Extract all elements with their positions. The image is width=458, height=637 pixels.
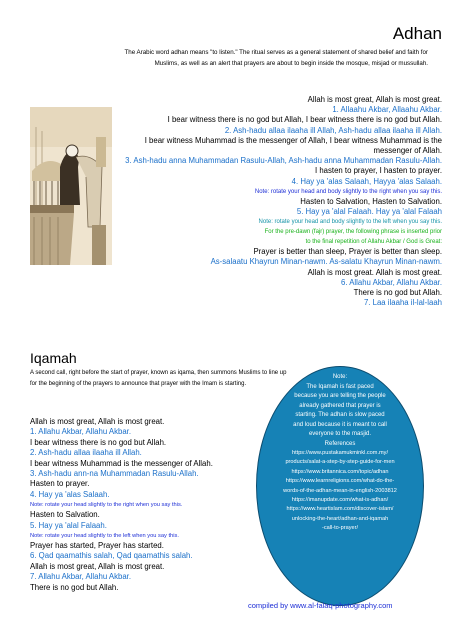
note-text [256,373,424,534]
adhan-line: I hasten to prayer, I hasten to prayer. [315,166,442,176]
adhan-line: Hasten to Salvation, Hasten to Salvation. [300,196,442,206]
reference-link[interactable]: https://www.learnreligions.com/what-do-the- [285,478,395,485]
note-line: everyone to the masjid. [308,431,372,437]
adhan-note: Note: rotate your head and body slightly to the left when you say this. [258,219,442,226]
note-line: The Iqamah is fast paced [306,383,374,390]
iqamah-line: 3. Ash-hadu ann-na Muhammadan Rasulu-Allah. [30,469,199,479]
adhan-line: There is no god but Allah. [353,288,442,298]
adhan-line: 2. Ash-hadu allaa ilaaha ill Allah, Ash-hadu allaa ilaaha ill Allah. [224,125,442,135]
note-heading: Note: [332,374,348,380]
iqamah-text [30,417,280,593]
adhan-line: 5. Hay ya 'alal Falaah. Hay ya 'alal Falaah [296,207,442,217]
adhan-note: Note: rotate your head and body slightly to the right when you say this. [254,188,442,195]
adhan-line: Allah is most great, Allah is most great. [307,95,442,104]
iqamah-title: Iqamah [30,350,77,366]
adhan-line: 3. Ash-hadu anna Muhammadan Rasulu-Allah, Ash-hadu anna Muhammadan Rasulu-Allah. [125,156,442,166]
iqamah-note: Note: rotate your head slightly to the right when you say this. [30,502,183,509]
adhan-line: Allah is most great. Allah is most great. [307,267,442,277]
iqamah-line: I bear witness Muhammad is the messenger of Allah. [30,458,213,468]
adhan-line: messenger of Allah. [373,146,442,156]
iqamah-line: Hasten to Salvation. [30,510,100,520]
reference-link[interactable]: https://imanupdate.com/what-is-adhan/ [291,497,389,504]
note-line: because you are telling the people [294,393,386,399]
iqamah-line: 2. Ash-hadu allaa ilaaha ill Allah. [30,448,142,458]
adhan-intro: The Arabic word adhan means "to listen." The ritual serves as a general statement of shared belief and faith for Muslims, as well as an alert that prayers are about to begin inside the mosque, misjad or mussullah. [124,49,428,67]
adhan-line: 4. Hay ya 'alas Salaah, Hayya 'alas Salaah. [291,176,442,186]
note-line: already gathered that prayer is [299,402,381,409]
adhan-line: I bear witness Muhammad is the messenger of Allah, I bear witness Muhammad is the [144,135,442,145]
fajr-note: For the pre-dawn (fajr) prayer, the following phrase is inserted prior [264,229,442,236]
iqamah-line: There is no god but Allah. [30,582,119,592]
reference-link[interactable]: https://www.britannica.com/topic/adhan [291,468,389,475]
iqamah-line: 6. Qad qaamathis salah, Qad qaamathis salah. [30,551,193,561]
adhan-line: I bear witness there is no god but Allah, I bear witness there is no god but Allah. [167,115,442,125]
adhan-line: 7. Laa ilaaha il-lal-laah [363,298,442,308]
iqamah-line: 7. Allahu Akbar, Allahu Akbar. [30,572,132,582]
adhan-title: Adhan [392,24,442,43]
iqamah-line: Allah is most great, Allah is most great. [30,561,165,571]
reference-link[interactable]: -call-to-prayer/ [321,525,359,532]
adhan-line: Prayer is better than sleep, Prayer is better than sleep. [253,247,442,257]
iqamah-line: Hasten to prayer. [30,479,90,489]
reference-link[interactable]: words-of-the-adhan-mean-in-english-2003812 [283,487,397,494]
iqamah-intro: A second call, right before the start of prayer, known as iqama, then summons Muslims to line up for the beginning of the prayers to announce that prayer with the Imam is starting. [30,370,287,387]
iqamah-line: 1. Allahu Akbar, Allahu Akbar. [30,427,132,437]
iqamah-line: 4. Hay ya 'alas Salaah. [30,489,110,499]
adhan-line: 1. Allaahu Akbar, Allaahu Akbar. [332,105,442,115]
note-line: starting. The adhan is slow paced [295,412,385,418]
iqamah-line: 5. Hay ya 'alal Falaah. [30,520,107,530]
reference-link[interactable]: https://www.pustakamukminkl.com.my/ [291,450,389,456]
reference-link[interactable]: products/salat-a-step-by-step-guide-for-men [285,459,395,466]
adhan-line: 6. Allahu Akbar, Allahu Akbar. [340,277,442,287]
references-heading: References [324,440,356,447]
adhan-line: As-salaatu Khayrun Minan-nawm. As-salatu Khayrun Minan-nawm. [210,257,442,267]
iqamah-line: Allah is most great, Allah is most great. [30,417,165,426]
iqamah-note: Note: rotate your head slightly to the left when you say this. [30,533,179,540]
fajr-note: to the final repetition of Allahu Akbar / God is Great: [305,239,442,246]
reference-link[interactable]: https://www.heartislam.com/discover-islam/ [286,506,394,513]
note-line: and loud because it is meant to call [293,421,387,428]
minaret-muezzin-illustration [30,107,112,265]
credit-link[interactable]: compiled by www.al-falaq-photography.com [248,601,393,610]
iqamah-line: I bear witness there is no god but Allah. [30,437,167,447]
reference-link[interactable]: unlocking-the-heart/adhan-and-iqamah [291,515,389,522]
iqamah-line: Prayer has started, Prayer has started. [30,541,164,551]
